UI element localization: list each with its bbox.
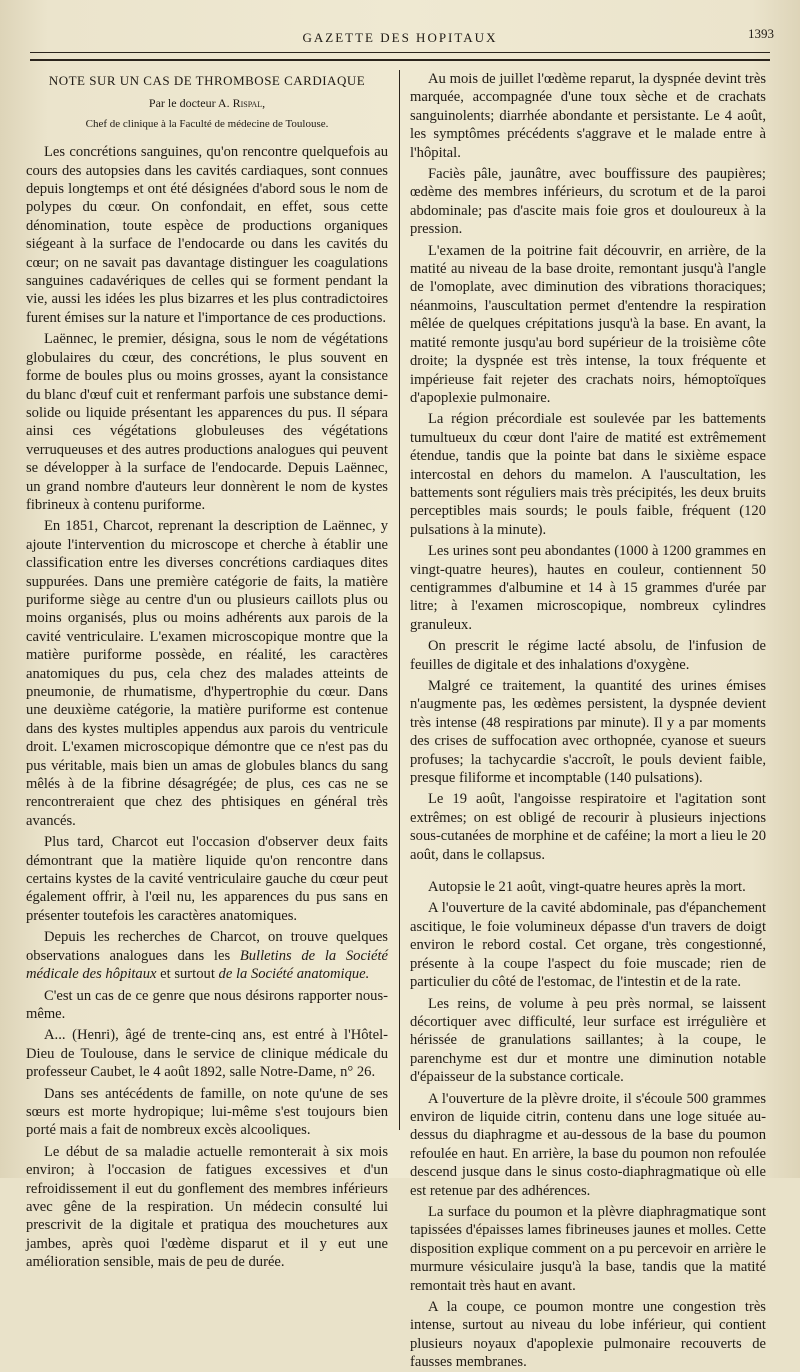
paragraph: Les urines sont peu abondantes (1000 à 1200 grammes en vingt-quatre heures), hautes en couleur, contiennent 50 centigrammes d'albumine et 14 à 15 grammes d'urée par litre; à l'examen microscopique, nombreux cylindres granuleux. (410, 543, 766, 633)
paragraph: La région précordiale est soulevée par les battements tumultueux du cœur dont l'aire de matité est extrêmement étendue, tandis que la pointe bat dans le sixième espace intercostal en dehors du mamelon. A l'auscultation, les battements sont réguliers mais très précipités, les deux bruits perceptibles mais sourds; le pouls faible, fréquent (120 pulsations à la minute). (410, 411, 766, 538)
byline-prefix: Par le docteur A. (148, 96, 230, 111)
author-name: Rispal, (232, 96, 266, 111)
journal-citation: Bulletins de la Société médicale des hôpitaux (26, 947, 388, 983)
author-position: Chef de clinique à la Faculté de médecine de Toulouse. (85, 117, 329, 130)
paragraph: Les concrétions sanguines, qu'on rencontre quelquefois au cours des autopsies dans les cavités cardiaques, sont connues depuis longtemps et ont été désignées d'abord sous le nom de polypes du cœur. On confondait, en effet, sous cette dénomination, toute espèce de productions organiques siégeant à la surface de l'endocarde ou dans les cavités du cœur; on ne savait pas davantage distinguer les coagulations sanguines cadavériques de celles qui se forment pendant la vie, aussi les idées les plus bizarres et les plus contradictoires furent émises sur la nature et l'importance de ces productions. (26, 144, 388, 326)
paragraph: La surface du poumon et la plèvre diaphragmatique sont tapissées d'épaisses lames fibrineuses jaunes et molles. Cette disposition explique comment on a pu percevoir en arrière le murmure vésiculaire jusqu'à la base, tandis que la matité remontait très haut en avant. (410, 1203, 766, 1294)
paragraph (26, 928, 388, 983)
paragraph: A... (Henri), âgé de trente-cinq ans, est entré à l'Hôtel-Dieu de Toulouse, dans le service de clinique médicale du professeur Caubet, le 4 août 1892, salle Notre-Dame, n° 26. (26, 1027, 388, 1081)
paragraph: En 1851, Charcot, reprenant la description de Laënnec, y ajoute l'intervention du microscope et cherche à établir une classification entre les diverses concrétions cardiaques dites suppurées. Dans une première catégorie de faits, la matière puriforme siège au centre d'un ou plusieurs caillots plus ou moins organisés, plus ou moins adhérents aux parois de la cavité ventriculaire. L'examen microscopique montre que la matière puriforme possède, en réalité, les caractères anatomiques du pus, cela chez des malades atteints de pneumonie, de rhumatisme, d'hypertrophie du cœur. Dans une deuxième catégorie, la matière puriforme est contenue dans des kystes multiples appendus aux parois du ventricule droit. L'examen microscopique démontre que ce n'est pas du pus véritable, mais bien un amas de globules blancs du sang mêlés à de la fibrine désagrégée; de plus, ces cas ne se rencontreraient que chez des phtisiques en général très avancés. (26, 518, 388, 829)
page-number: 1393 (748, 26, 774, 41)
journal-title: GAZETTE DES HOPITAUX (302, 30, 498, 45)
article-title: NOTE SUR UN CAS DE THROMBOSE CARDIAQUE (48, 73, 366, 88)
paragraph: L'examen de la poitrine fait découvrir, en arrière, de la matité au niveau de la base droite, remontant jusqu'à l'angle de l'omoplate, avec diminution des vibrations thoraciques; néanmoins, l'auscultation permet d'entendre la respiration mêlée de quelques crépitations jusqu'à la base. En avant, la matité remonte jusqu'au bord supérieur de la troisième côte droite; la dyspnée est très intense, la toux fréquente et impérieuse fait rejeter des crachats noirs, hémoptoïques d'apoplexie pulmonaire. (410, 242, 766, 406)
paragraph: Faciès pâle, jaunâtre, avec bouffissure des paupières; œdème des membres inférieurs, du scrotum et de la paroi abdominale; pas d'ascite mais foie gros et douloureux à la pression. (410, 166, 766, 238)
column-divider (399, 70, 400, 1130)
paragraph: Le 19 août, l'angoisse respiratoire et l'agitation sont extrêmes; on est obligé de recourir à plusieurs injections sous-cutanées de morphine et de caféine; la mort a lieu le 20 août, dans le collapsus. (410, 791, 766, 863)
paragraph: Laënnec, le premier, désigna, sous le nom de végétations globulaires du cœur, des concrétions, le plus souvent en forme de boules plus ou moins grosses, ayant la consistance du blanc d'œuf cuit et renfermant parfois une substance demi-solide ou liquide présentant les apparences du pus. Il sépara ainsi ces végétations globuleuses des végétations verruqueuses et des autres productions analogues qui peuvent se développer à la surface de l'endocarde. Depuis Laënnec, un grand nombre d'auteurs leur donnèrent le nom de kystes fibrineux à contenu puriforme. (26, 331, 388, 513)
paragraph: Les reins, de volume à peu près normal, se laissent décortiquer avec difficulté, leur surface est irrégulière et hérissée de granulations saillantes; à la coupe, le parenchyme est dur et montre une diminution notable d'épaisseur de la substance corticale. (410, 995, 766, 1086)
right-column (410, 70, 766, 1371)
paragraph: A l'ouverture de la cavité abdominale, pas d'épanchement ascitique, le foie volumineux dépasse d'un travers de doigt environ le rebord costal. Cet organe, très congestionné, présente à la coupe l'aspect du foie muscade; rien de particulier du côté de l'estomac, de l'intestin et de la rate. (410, 900, 766, 991)
paragraph: On prescrit le régime lacté absolu, de l'infusion de feuilles de digitale et des inhalations d'oxygène. (410, 638, 766, 673)
text-run: et surtout (156, 966, 219, 983)
paragraph: A l'ouverture de la plèvre droite, il s'écoule 500 grammes environ de liquide citrin, contenu dans une loge située au-dessus du diaphragme et au-dessous de la base du poumon refoulée en haut. En arrière, la base du poumon non refoulée descend jusque dans le sinus costo-diaphragmatique où elle est retenue par des adhérences. (410, 1090, 766, 1199)
paragraph: Dans ses antécédents de famille, on note qu'une de ses sœurs est morte hydropique; lui-même s'est toujours bien porté mais a fait de nombreux excès alcooliques. (26, 1085, 388, 1139)
paragraph: Au mois de juillet l'œdème reparut, la dyspnée devint très marquée, accompagnée d'une toux sèche et de crachats sanguinolents; diarrhée abondante et persistante. Le 4 août, les symptômes précédents s'aggrave et le malade entre à l'hôpital. (410, 71, 766, 161)
paragraph: C'est un cas de ce genre que nous désirons rapporter nous-même. (26, 987, 388, 1022)
paragraph: Plus tard, Charcot eut l'occasion d'observer deux faits démontrant que la matière liquide qu'on rencontre dans certains kystes de la cavité ventriculaire gauche du cœur peut également offrir, à l'œil nu, les apparences du pus sans en présenter toutefois les caractères anatomiques. (26, 834, 388, 924)
paragraph: A la coupe, ce poumon montre une congestion très intense, surtout au niveau du lobe inférieur, qui contient plusieurs noyaux d'apoplexie pulmonaire recouverts de fausses membranes. (410, 1299, 766, 1371)
header-double-rule (30, 59, 770, 61)
paragraph: Malgré ce traitement, la quantité des urines émises n'augmente pas, les œdèmes persistent, la dyspnée devient très intense (48 respirations par minute). Il y a par moments des crises de suffocation avec orthopnée, cyanose et sueurs profuses; la tachycardie s'accroît, le pouls devient faible, presque filiforme et incomptable (140 pulsations). (410, 678, 766, 787)
text-run: Depuis les recherches de Charcot, on trouve quelques observations analogues dans les (26, 929, 388, 964)
paragraph: Autopsie le 21 août, vingt-quatre heures après la mort. (428, 879, 746, 896)
article-byline (26, 94, 388, 112)
paragraph: Le début de sa maladie actuelle remonterait à six mois environ; à l'occasion de fatigues excessives et d'un refroidissement il eut du gonflement des membres inférieurs avec gêne de la respiration. Un médecin consulté lui prescrivit de la digitale et pratiqua des mouchetures aux jambes, après quoi l'œdème disparut et il y eut une amélioration sensible, mais de peu de durée. (26, 1143, 388, 1271)
left-column (26, 70, 388, 1271)
journal-citation: de la Société anatomique. (218, 966, 370, 983)
header-rule (30, 52, 770, 53)
